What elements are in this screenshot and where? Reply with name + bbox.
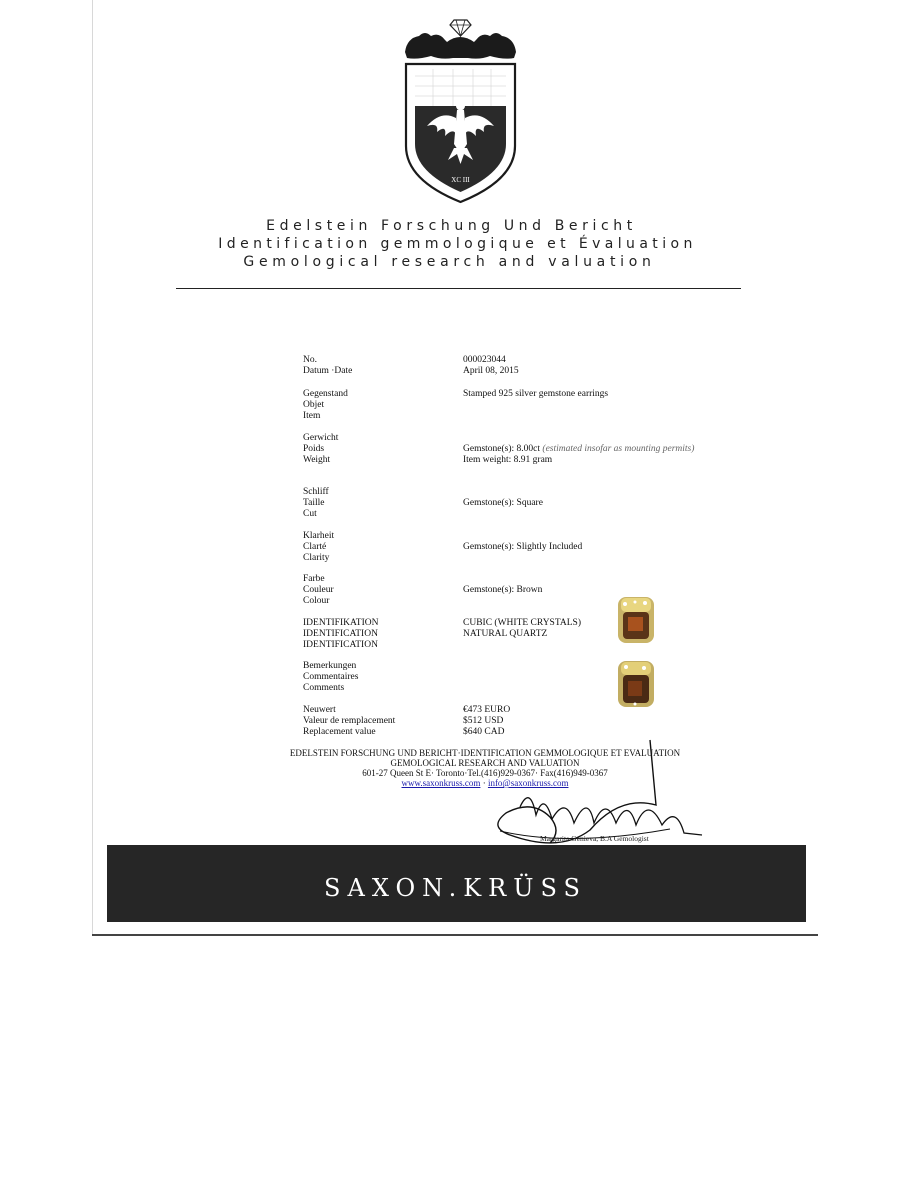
item-value: Stamped 925 silver gemstone earrings: [463, 389, 609, 399]
date-label: Datum ·Date: [303, 366, 353, 376]
clarity-label-fr: Clarté: [303, 542, 327, 552]
weight-label-de: Gerwicht: [303, 433, 339, 443]
comments-label-de: Bemerkungen: [303, 661, 357, 671]
header-german: Edelstein Forschung Und Bericht: [266, 218, 637, 234]
crest-logo: [403, 14, 518, 204]
footer-line-1: EDELSTEIN FORSCHUNG UND BERICHT·IDENTIFICATION GEMMOLOGIQUE ET EVALUATION: [289, 748, 681, 758]
gemstone-weight-value: Gemstone(s): 8.00ct: [463, 444, 541, 454]
footer-line-2: GEMOLOGICAL RESEARCH AND VALUATION: [390, 758, 580, 768]
cut-label-de: Schliff: [303, 487, 329, 497]
gemstone-weight: [463, 444, 694, 455]
brand-name: SAXON.KRÜSS: [324, 874, 587, 902]
comments-label-fr: Commentaires: [303, 672, 359, 682]
clarity-label-en: Clarity: [303, 553, 330, 563]
clarity-value: Gemstone(s): Slightly Included: [463, 542, 583, 552]
colour-label-de: Farbe: [303, 574, 325, 584]
certificate-number: 000023044: [463, 355, 506, 365]
diamond-icon: [450, 20, 471, 36]
ident-label-en: IDENTIFICATION: [303, 640, 378, 650]
header-divider: [176, 288, 741, 289]
ident-label-fr: IDENTIFICATION: [303, 629, 378, 639]
weight-label-en: Weight: [303, 455, 331, 465]
header-english: Gemological research and valuation: [243, 254, 656, 270]
comments-label-en: Comments: [303, 683, 345, 693]
earring-photo-1: [617, 596, 655, 644]
cut-value: Gemstone(s): Square: [463, 498, 543, 508]
signature: [470, 735, 710, 850]
signer-name: Margarita Genieva, B.A Gemologist: [540, 834, 649, 843]
value-label-en: Replacement value: [303, 727, 376, 737]
value-usd: $512 USD: [463, 716, 504, 726]
value-eur: €473 EURO: [463, 705, 511, 715]
cut-label-fr: Taille: [303, 498, 325, 508]
item-weight: Item weight: 8.91 gram: [463, 455, 553, 465]
email-link[interactable]: info@saxonkruss.com: [487, 778, 569, 788]
ident-label-de: IDENTIFIKATION: [303, 618, 379, 628]
item-label-de: Gegenstand: [303, 389, 348, 399]
value-label-de: Neuwert: [303, 705, 336, 715]
value-label-fr: Valeur de remplacement: [303, 716, 396, 726]
weight-label-fr: Poids: [303, 444, 325, 454]
website-link[interactable]: www.saxonkruss.com: [401, 778, 481, 788]
colour-value: Gemstone(s): Brown: [463, 585, 543, 595]
header-french: Identification gemmologique et Évaluation: [218, 236, 697, 252]
earring-photo-2: [617, 660, 655, 708]
no-label: No.: [303, 355, 317, 365]
ident-value-1: CUBIC (WHITE CRYSTALS): [463, 618, 581, 628]
footer-contact: 601-27 Queen St E· Toronto·Tel.(416)929-0367· Fax(416)949-0367: [362, 768, 608, 778]
colour-label-en: Colour: [303, 596, 330, 606]
sheet-edge: [92, 934, 818, 936]
footer-links: www.saxonkruss.com · info@saxonkruss.com: [401, 778, 569, 788]
item-label-fr: Objet: [303, 400, 325, 410]
svg-text:XC III: XC III: [451, 176, 470, 184]
weight-note: (estimated insofar as mounting permits): [542, 444, 695, 454]
cut-label-en: Cut: [303, 509, 317, 519]
clarity-label-de: Klarheit: [303, 531, 335, 541]
ident-value-2: NATURAL QUARTZ: [463, 629, 548, 639]
item-label-en: Item: [303, 411, 321, 421]
certificate-date: April 08, 2015: [463, 366, 519, 376]
colour-label-fr: Couleur: [303, 585, 334, 595]
value-cad: $640 CAD: [463, 727, 505, 737]
